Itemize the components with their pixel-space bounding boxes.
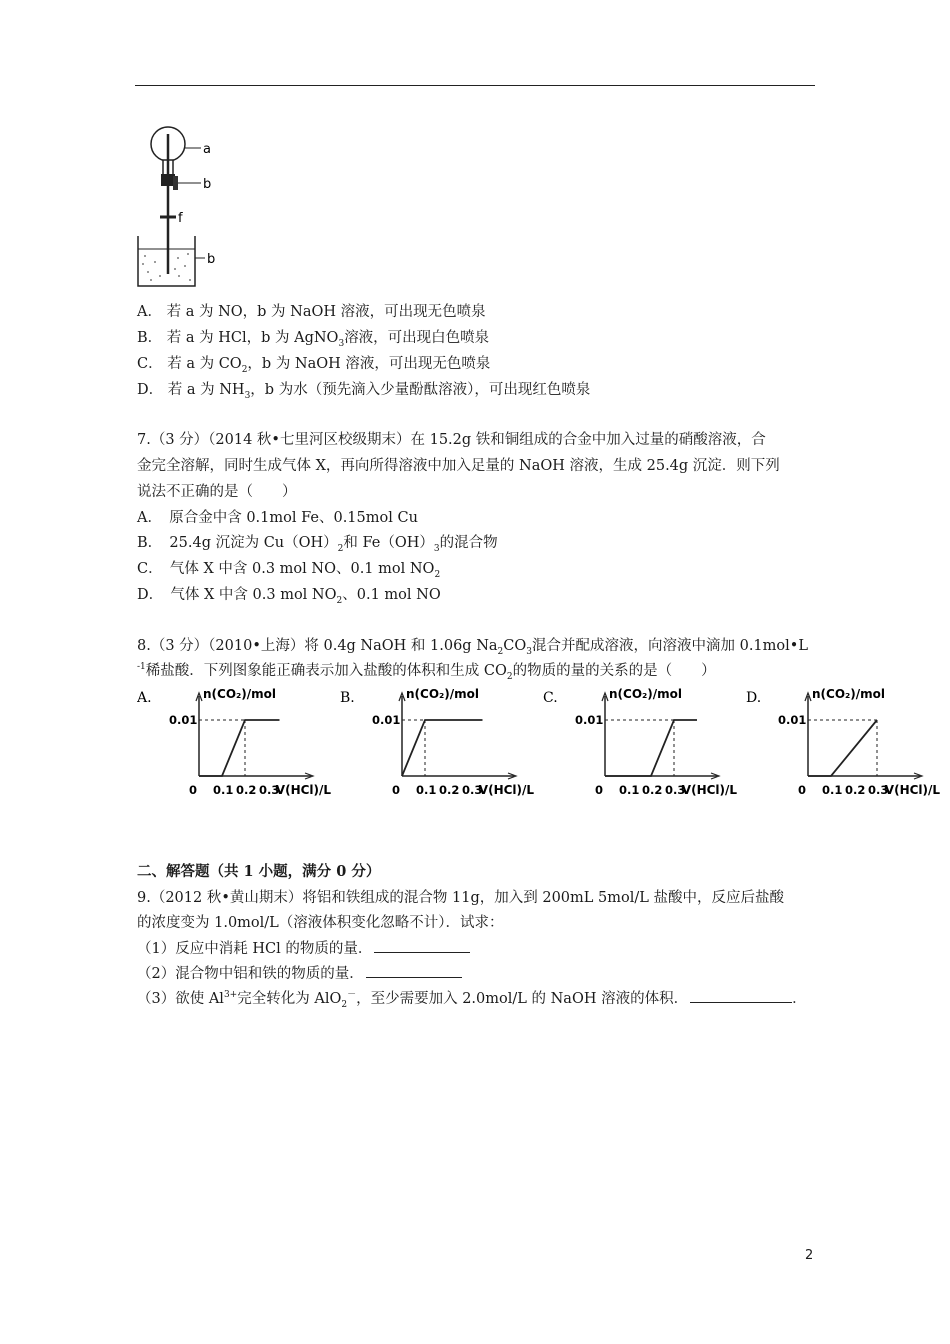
q8-stem-line1: 8.（3 分）（2010•上海）将 0.4g NaOH 和 1.06g $Na_2CO_3$混合并配成溶液，向溶液中滴加 0.1mol•L bbox=[137, 638, 808, 657]
label-f: f bbox=[178, 211, 183, 226]
y-axis-label: n(CO₂)/mol bbox=[609, 687, 683, 701]
x-axis-label: V(HCl)/L bbox=[478, 783, 535, 797]
graph-option-d bbox=[746, 684, 950, 803]
q6-option-c: C． 若 a 为 $CO_2$，b 为 NaOH 溶液，可出现无色喷泉 bbox=[137, 356, 491, 375]
q7-stem-line2: 金完全溶解，同时生成气体 X，再向所得溶液中加入足量的 NaOH 溶液，生成 25.4g 沉淀．则下列 bbox=[137, 458, 780, 474]
answer-blank-3[interactable] bbox=[690, 988, 792, 1003]
page-number: 2 bbox=[805, 1248, 814, 1263]
beaker bbox=[138, 236, 195, 286]
dropper bbox=[173, 176, 178, 190]
x-tick-label: 0 bbox=[392, 783, 401, 797]
x-tick-label: 0.2 bbox=[439, 783, 460, 797]
q7-option-a: A． 原合金中含 0.1mol Fe、0.15mol Cu bbox=[137, 510, 418, 526]
graph-option-label: D. bbox=[746, 690, 762, 706]
y-tick-label: 0.01 bbox=[778, 713, 807, 727]
y-tick-label: 0.01 bbox=[372, 713, 401, 727]
y-axis-label: n(CO₂)/mol bbox=[203, 687, 277, 701]
x-tick-label: 0.3 bbox=[259, 783, 280, 797]
q7-stem-line3: 说法不正确的是（ ） bbox=[137, 484, 297, 500]
x-tick-label: 0.2 bbox=[236, 783, 257, 797]
q9-stem-line1: 9.（2012 秋•黄山期末）将铝和铁组成的混合物 11g，加入到 200mL 5mol/L 盐酸中，反应后盐酸 bbox=[137, 890, 784, 906]
x-axis-label: V(HCl)/L bbox=[681, 783, 738, 797]
x-tick-label: 0.3 bbox=[868, 783, 889, 797]
label-b-bottom: b bbox=[207, 252, 216, 267]
q7-stem-line1: 7.（3 分）（2014 秋•七里河区校级期末）在 15.2g 铁和铜组成的合金中加入过量的硝酸溶液，合 bbox=[137, 432, 766, 448]
y-tick-label: 0.01 bbox=[169, 713, 198, 727]
x-tick-label: 0 bbox=[595, 783, 604, 797]
liquid-dots bbox=[142, 253, 191, 281]
x-tick-label: 0.2 bbox=[845, 783, 866, 797]
q7-option-d: D． 气体 X 中含 0.3 mol $NO_2$、0.1 mol NO bbox=[137, 587, 441, 606]
graph-option-label: C. bbox=[543, 690, 558, 706]
graph-option-b bbox=[340, 684, 540, 803]
x-tick-label: 0.3 bbox=[665, 783, 686, 797]
answer-blank-1[interactable] bbox=[374, 938, 470, 953]
y-axis-label: n(CO₂)/mol bbox=[812, 687, 886, 701]
x-tick-label: 0.2 bbox=[642, 783, 663, 797]
graph-option-c bbox=[543, 684, 743, 803]
x-tick-label: 0.3 bbox=[462, 783, 483, 797]
q6-option-a: A． 若 a 为 NO，b 为 NaOH 溶液，可出现无色喷泉 bbox=[137, 304, 486, 320]
x-tick-label: 0 bbox=[798, 783, 807, 797]
x-tick-label: 0.1 bbox=[416, 783, 437, 797]
q9-stem-line2: 的浓度变为 1.0mol/L（溶液体积变化忽略不计）．试求： bbox=[137, 915, 504, 931]
series-line bbox=[402, 720, 483, 776]
fountain-apparatus-figure bbox=[133, 124, 243, 298]
q8-stem-line2: $^{-1}$稀盐酸．下列图象能正确表示加入盐酸的体积和生成 $CO_2$的物质的量的关系的是（ ） bbox=[137, 662, 716, 682]
q7-option-c: C． 气体 X 中含 0.3 mol NO、0.1 mol $NO_2$ bbox=[137, 561, 441, 580]
series-line bbox=[808, 720, 877, 776]
y-tick-label: 0.01 bbox=[575, 713, 604, 727]
header-rule bbox=[135, 85, 815, 86]
q9-sub3: （3）欲使 $Al^{3+}$完全转化为 AlO$_2$－，至少需要加入 2.0mol/L 的 NaOH 溶液的体积． ． bbox=[137, 988, 807, 1009]
label-a: a bbox=[203, 142, 211, 157]
x-axis-label: V(HCl)/L bbox=[275, 783, 332, 797]
q7-option-b: B． 25.4g 沉淀为 $Cu(OH)_2$和 $Fe(OH)_3$的混合物 bbox=[137, 535, 498, 554]
series-line bbox=[199, 720, 280, 776]
x-axis-label: V(HCl)/L bbox=[884, 783, 941, 797]
q6-option-d: D． 若 a 为 $NH_3$，b 为水（预先滴入少量酚酞溶液），可出现红色喷泉 bbox=[137, 382, 591, 401]
series-line bbox=[605, 720, 697, 776]
answer-blank-2[interactable] bbox=[366, 963, 462, 978]
q6-option-b: B． 若 a 为 HCl，b 为 AgNO$_3$溶液，可出现白色喷泉 bbox=[137, 330, 490, 349]
q9-sub1: （1）反应中消耗 HCl 的物质的量． bbox=[137, 938, 470, 959]
x-tick-label: 0.1 bbox=[213, 783, 234, 797]
label-b-top: b bbox=[203, 177, 212, 192]
graph-option-label: A. bbox=[137, 690, 152, 706]
y-axis-label: n(CO₂)/mol bbox=[406, 687, 480, 701]
x-tick-label: 0.1 bbox=[619, 783, 640, 797]
x-tick-label: 0 bbox=[189, 783, 198, 797]
x-tick-label: 0.1 bbox=[822, 783, 843, 797]
section-heading: 二、解答题（共 1 小题，满分 0 分） bbox=[137, 863, 381, 880]
q9-sub2: （2）混合物中铝和铁的物质的量． bbox=[137, 963, 462, 984]
graph-option-a bbox=[137, 684, 337, 803]
graph-option-label: B. bbox=[340, 690, 355, 706]
